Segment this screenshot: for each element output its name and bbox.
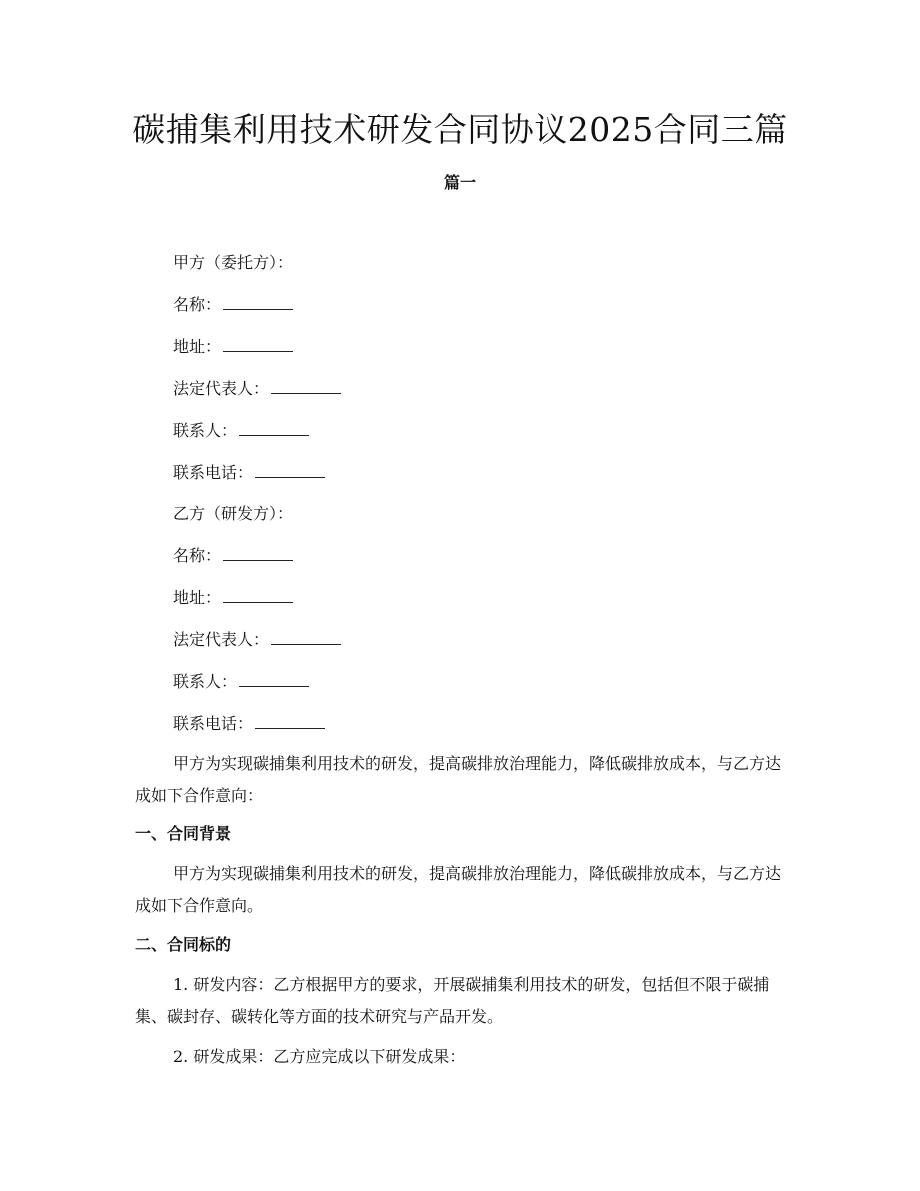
document-title: 碳捕集利用技术研发合同协议2025合同三篇 (132, 110, 788, 149)
party-a-name-row (173, 294, 293, 316)
party-b-legal-rep-label: 法定代表人： (173, 630, 270, 649)
section1-heading: 一、合同背景 (135, 824, 232, 843)
party-b-address-label: 地址： (173, 588, 222, 607)
party-a-contact-label: 联系人： (173, 421, 238, 440)
party-b-phone-row (173, 713, 325, 735)
party-b-address-row (173, 587, 293, 609)
party-b-phone-label: 联系电话： (173, 714, 254, 733)
party-a-phone-blank (255, 473, 325, 478)
party-b-legal-rep-blank (271, 640, 341, 645)
party-b-address-blank (223, 598, 293, 603)
party-a-address-blank (223, 347, 293, 352)
party-b-name-label: 名称： (173, 546, 222, 565)
section2-item2: 2. 研发成果：乙方应完成以下研发成果： (173, 1047, 466, 1066)
party-a-name-blank (223, 305, 293, 310)
party-a-legal-rep-blank (271, 389, 341, 394)
document-subtitle: 篇一 (443, 173, 476, 192)
party-b-header: 乙方（研发方）： (173, 504, 294, 523)
intro-paragraph: 甲方为实现碳捕集利用技术的研发，提高碳排放治理能力，降低碳排放成本，与乙方达成如下合作意向： (135, 754, 782, 805)
party-a-name-label: 名称： (173, 295, 222, 314)
party-b-name-row (173, 545, 293, 567)
party-b-contact-label: 联系人： (173, 672, 238, 691)
party-a-contact-row (173, 420, 309, 442)
party-a-contact-blank (239, 431, 309, 436)
party-b-contact-blank (239, 682, 309, 687)
party-a-address-label: 地址： (173, 337, 222, 356)
party-b-name-blank (223, 556, 293, 561)
party-b-legal-rep-row (173, 629, 341, 651)
party-b-phone-blank (255, 724, 325, 729)
party-b-contact-row (173, 671, 309, 693)
section2-item1: 1. 研发内容：乙方根据甲方的要求，开展碳捕集利用技术的研发，包括但不限于碳捕集、碳封存、碳转化等方面的技术研究与产品开发。 (135, 975, 770, 1026)
party-a-header: 甲方（委托方）： (173, 253, 294, 272)
section2-heading: 二、合同标的 (135, 935, 232, 954)
party-a-legal-rep-row (173, 378, 341, 400)
party-a-phone-row (173, 462, 325, 484)
party-a-phone-label: 联系电话： (173, 463, 254, 482)
party-a-legal-rep-label: 法定代表人： (173, 379, 270, 398)
party-a-address-row (173, 336, 293, 358)
section1-paragraph: 甲方为实现碳捕集利用技术的研发，提高碳排放治理能力，降低碳排放成本，与乙方达成如下合作意向。 (135, 864, 782, 915)
